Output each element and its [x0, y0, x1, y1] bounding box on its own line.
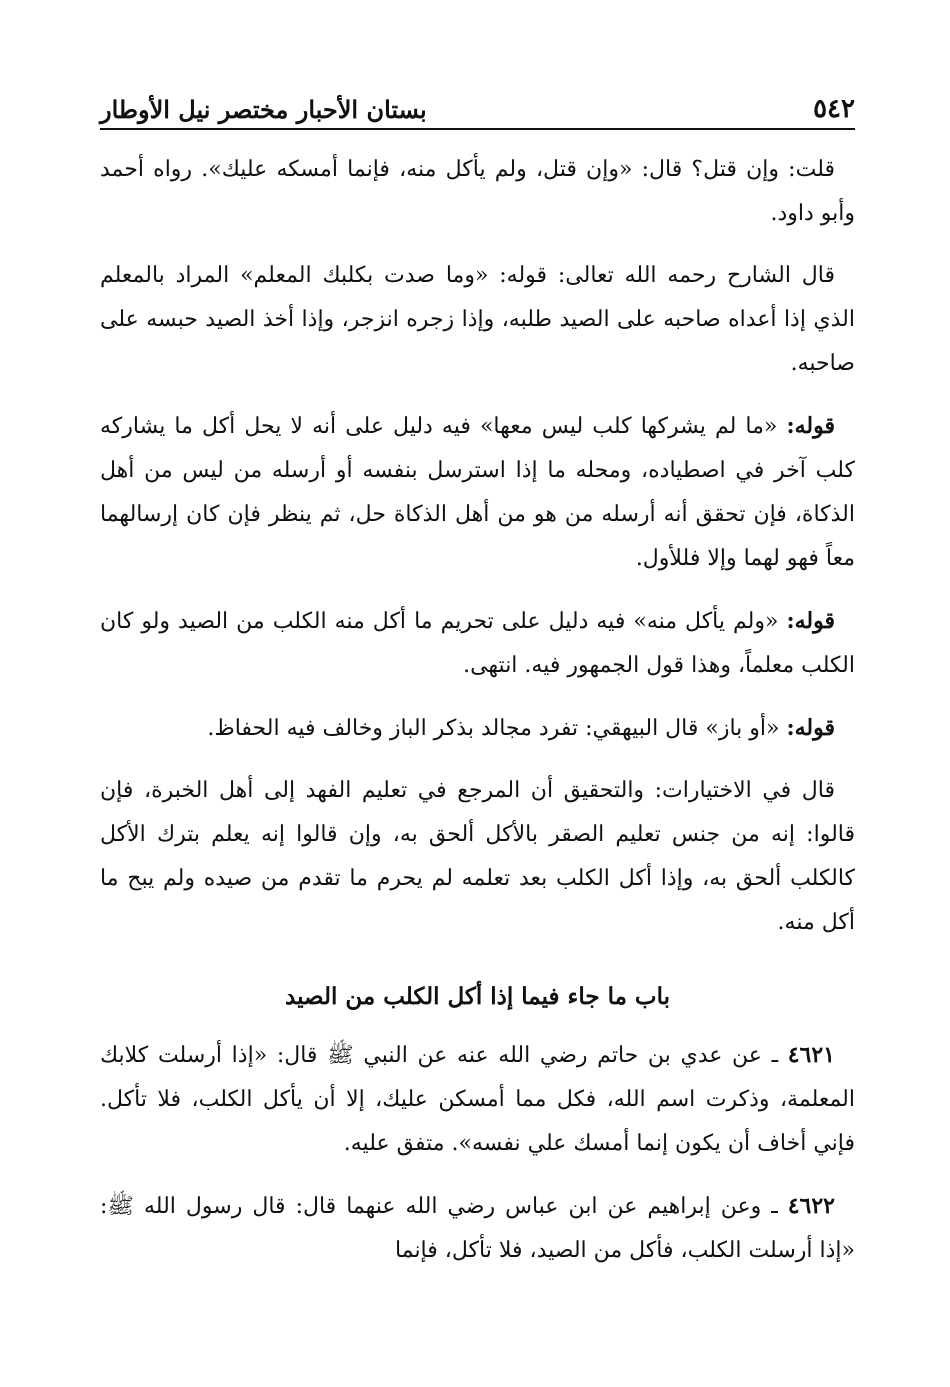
hadith — [100, 1033, 855, 1166]
header-divider — [100, 128, 855, 130]
chapter-title: باب ما جاء فيما إذا أكل الكلب من الصيد — [285, 983, 670, 1010]
paragraph-text: «ما لم يشركها كلب ليس معها» فيه دليل على أنه لا يحل أكل ما يشاركه كلب آخر في اصطياده، ومحله ما إذا استرسل بنفسه أو أرسله من ليس من أهل الذكاة، فإن تحقق أنه أرسله من هو من أهل الذكاة حل، ثم ينظر فإن كان إرسالهما معاً فهو لهما وإلا فللأول. — [100, 414, 855, 571]
page-body — [100, 148, 855, 1291]
paragraph-text: قلت: وإن قتل؟ قال: «وإن قتل، ولم يأكل منه، فإنما أمسكه عليك». رواه أحمد وأبو داود. — [100, 157, 855, 226]
paragraph — [100, 769, 855, 945]
paragraph — [100, 404, 855, 581]
book-title: بستان الأحبار مختصر نيل الأوطار — [100, 95, 427, 124]
keyword-qawluh: قوله: — [786, 715, 835, 741]
hadith-number: ٤٦٢١ — [787, 1042, 835, 1068]
page-number: ٥٤٢ — [813, 94, 855, 124]
paragraph-text: قال الشارح رحمه الله تعالى: قوله: «وما صدت بكلبك المعلم» المراد بالمعلم الذي إذا أعداه صاحبه على الصيد طلبه، وإذا زجره انزجر، وإذا أخذ الصيد حبسه على صاحبه. — [100, 263, 855, 376]
paragraph — [100, 706, 855, 751]
page-header — [100, 82, 855, 124]
hadith-text: ـ عن عدي بن حاتم رضي الله عنه عن النبي ﷺ قال: «إذا أرسلت كلابك المعلمة، وذكرت اسم الله، فكل مما أمسكن عليك، إلا أن يأكل الكلب، فلا تأكل. فإني أخاف أن يكون إنما أمسك علي نفسه». متفق عليه. — [100, 1043, 855, 1156]
keyword-qawluh: قوله: — [786, 608, 836, 634]
paragraph — [100, 599, 855, 688]
paragraph — [100, 254, 855, 386]
hadith-number: ٤٦٢٢ — [787, 1193, 835, 1219]
paragraph — [100, 148, 855, 236]
keyword-qawluh: قوله: — [786, 413, 835, 439]
hadith — [100, 1184, 855, 1273]
hadith-text: ـ وعن إبراهيم عن ابن عباس رضي الله عنهما قال: قال رسول الله ﷺ: «إذا أرسلت الكلب، فأكل من الصيد، فلا تأكل، فإنما — [100, 1194, 855, 1263]
paragraph-text: «أو باز» قال البيهقي: تفرد مجالد بذكر الباز وخالف فيه الحفاظ. — [207, 716, 780, 741]
paragraph-text: قال في الاختيارات: والتحقيق أن المرجع في تعليم الفهد إلى أهل الخبرة، فإن قالوا: إنه من جنس تعليم الصقر بالأكل ألحق به، وإن قالوا إنه يعلم بترك الأكل كالكلب ألحق به، وإذا أكل الكلب بعد تعلمه لم يحرم ما تقدم من صيده ولم يبح ما أكل منه. — [100, 778, 855, 935]
paragraph-text: «ولم يأكل منه» فيه دليل على تحريم ما أكل منه الكلب من الصيد ولو كان الكلب معلماً، وهذا قول الجمهور فيه. انتهى. — [100, 609, 855, 678]
